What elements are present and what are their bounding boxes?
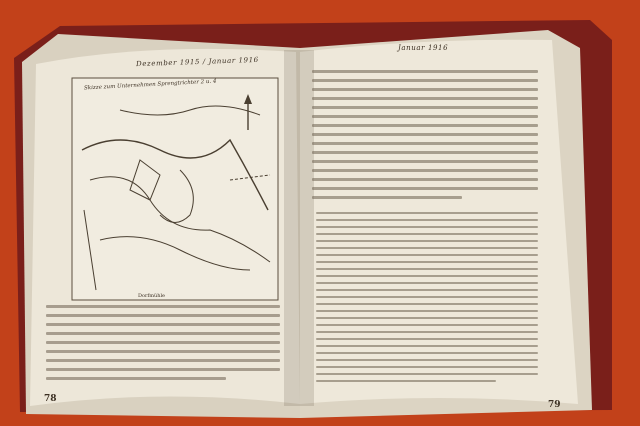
map-title: Skizze zum Unternehmen Sprengtrichter 2 u. 4: [83, 78, 217, 92]
right-page-header: Januar 1916: [398, 44, 449, 52]
right-page-number: 79: [548, 400, 561, 410]
map-illustration: [72, 78, 278, 300]
gutter-shadow: [284, 50, 314, 406]
right-page: [300, 40, 578, 404]
left-page-header: Dezember 1915 / Januar 1916: [135, 55, 259, 69]
map-caption: Dorfmühle: [138, 293, 165, 299]
left-page-number: 78: [44, 394, 57, 404]
